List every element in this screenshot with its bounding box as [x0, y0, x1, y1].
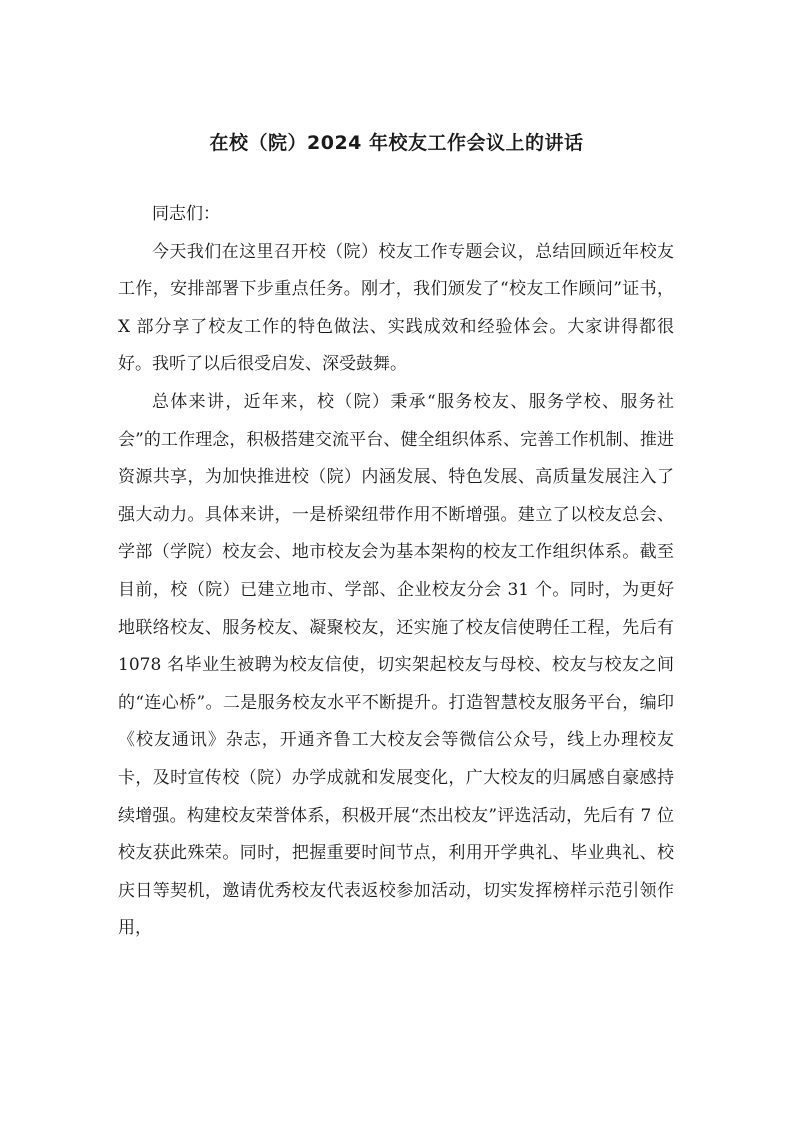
paragraph-summary: 总体来讲，近年来，校（院）秉承“服务校友、服务学校、服务社会”的工作理念，积极搭建交流平台、健全组织体系、完善工作机制、推进资源共享，为加快推进校（院）内涵发展、特色发展、高质量发展注入了强大动力。具体来讲，一是桥梁纽带作用不断增强。建立了以校友总会、学部（学院）校友会、地市校友会为基本架构的校友工作组织体系。截至目前，校（院）已建立地市、学部、企业校友分会 31 个。同时，为更好地联络校友、服务校友、凝聚校友，还实施了校友信使聘任工程，先后有 1078 名毕业生被聘为校友信使，切实架起校友与母校、校友与校友之间的“连心桥”。二是服务校友水平不断提升。打造智慧校友服务平台，编印《校友通讯》杂志，开通齐鲁工大校友会等微信公众号，线上办理校友卡，及时宣传校（院）办学成就和发展变化，广大校友的归属感自豪感持续增强。构建校友荣誉体系，积极开展“杰出校友”评选活动，先后有 7 位校友获此殊荣。同时，把握重要时间节点，利用开学典礼、毕业典礼、校庆日等契机，邀请优秀校友代表返校参加活动，切实发挥榜样示范引领作用，: [118, 391, 674, 939]
paragraph-opening: 今天我们在这里召开校（院）校友工作专题会议，总结回顾近年校友工作，安排部署下步重点任务。刚才，我们颁发了“校友工作顾问”证书，X 部分享了校友工作的特色做法、实践成效和经验体会。大家讲得都很好。我听了以后很受启发、深受鼓舞。: [118, 241, 674, 375]
speech-body: [118, 196, 674, 948]
page-title: 在校（院）2024 年校友工作会议上的讲话: [209, 132, 584, 154]
salutation: 同志们：: [152, 204, 220, 224]
